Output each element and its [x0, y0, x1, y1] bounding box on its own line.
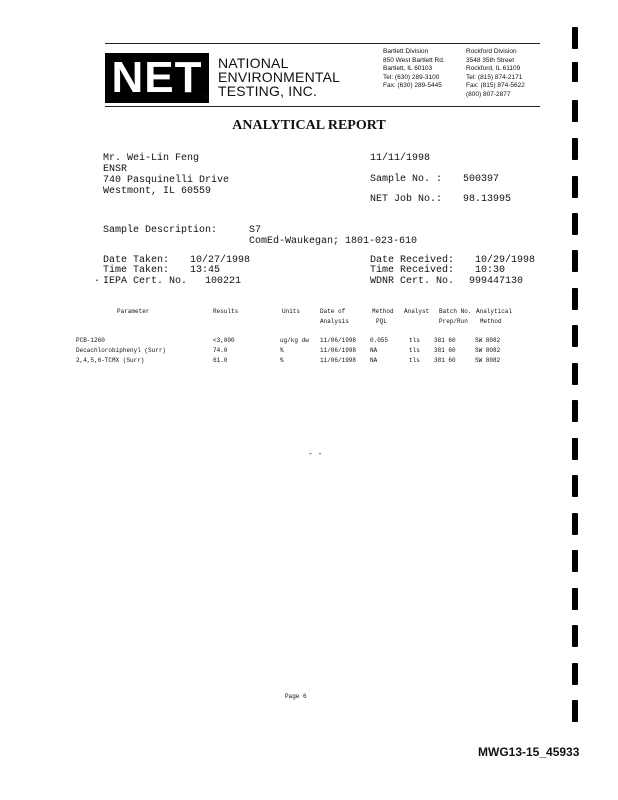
client-line: Westmont, IL 60559 — [103, 186, 212, 197]
cell-parameter: Decachlorobiphenyl (Surr) — [76, 347, 167, 354]
sample-no-label: Sample No. : — [370, 174, 443, 185]
sample-description — [249, 225, 417, 247]
sample-description-line: S7 — [249, 225, 262, 236]
client-line: 740 Pasquinelli Drive — [103, 175, 230, 186]
col-header-units: Units — [282, 308, 301, 315]
binder-hole — [572, 250, 578, 272]
binder-hole — [572, 100, 578, 122]
cell-result: 61.0 — [213, 357, 228, 364]
col-header-results: Results — [213, 308, 239, 315]
cell-pql: NA — [370, 347, 378, 354]
cell-parameter: 2,4,5,6-TCMX (Surr) — [76, 357, 145, 364]
cell-batch: 381 60 — [434, 337, 456, 344]
office-line: Tel: (815) 874-2171 — [466, 73, 523, 81]
office-line: Bartlett Division — [383, 48, 429, 55]
date-received-label: Date Received: — [370, 255, 455, 266]
cell-method: SW 8082 — [475, 347, 501, 354]
cell-pql: 0.055 — [370, 337, 389, 344]
office-line: Rockford Division — [466, 48, 517, 55]
binder-hole — [572, 288, 578, 310]
office-line: 3548 35th Street — [466, 56, 515, 64]
office-line: Fax: (815) 874-5622 — [466, 82, 525, 89]
col-header-batch: Batch No. — [439, 308, 472, 315]
col-header-date-2: Analysis — [320, 318, 349, 325]
cell-date: 11/06/1998 — [320, 337, 357, 344]
date-received-value: 10/29/1998 — [475, 255, 536, 266]
office-line: Bartlett, IL 60103 — [383, 65, 433, 72]
header-top-rule — [105, 43, 540, 44]
col-header-analytical: Analytical — [476, 308, 513, 315]
time-received-label: Time Received: — [370, 265, 455, 276]
binder-hole — [572, 513, 578, 535]
company-name-line: TESTING, INC. — [218, 83, 318, 99]
col-header-date: Date of — [320, 308, 346, 315]
cell-date: 11/06/1998 — [320, 347, 357, 354]
company-name-line: NATIONAL — [218, 55, 289, 71]
col-header-analyst: Analyst — [404, 308, 430, 315]
binder-hole — [572, 363, 578, 385]
client-line: Mr. Wei-Lin Feng — [103, 153, 200, 164]
binder-hole — [572, 438, 578, 460]
col-header-method-2: PQL — [376, 318, 387, 325]
cell-batch: 381 60 — [434, 347, 456, 354]
binder-hole — [572, 27, 578, 49]
office-line: Rockford, IL 61109 — [466, 65, 521, 72]
company-name-line: ENVIRONMENTAL — [218, 69, 341, 85]
wdnr-label: WDNR Cert. No. — [370, 276, 455, 287]
col-header-analytical-2: Method — [480, 318, 502, 325]
binder-hole — [572, 550, 578, 572]
net-logo: NET — [105, 53, 209, 103]
job-no-value: 98.13995 — [463, 194, 512, 205]
binder-hole — [572, 475, 578, 497]
header-bottom-rule — [105, 106, 540, 107]
client-line: ENSR — [103, 164, 128, 175]
cell-analyst: tls — [409, 357, 420, 364]
col-header-batch-2: Prep/Run — [439, 318, 468, 325]
binder-hole — [572, 325, 578, 347]
iepa-value: 100221 — [205, 276, 242, 287]
iepa-bullet: · — [94, 276, 101, 287]
page-number: Page 6 — [285, 693, 307, 700]
binder-hole — [572, 588, 578, 610]
office-line: (800) 807-2877 — [466, 90, 511, 98]
time-received-value: 10:30 — [475, 265, 506, 276]
cell-units: % — [280, 347, 284, 354]
report-date: 11/11/1998 — [370, 153, 431, 164]
report-title: ANALYTICAL REPORT — [232, 118, 386, 133]
cell-batch: 381 60 — [434, 357, 456, 364]
cell-result: <3,000 — [213, 337, 235, 344]
registered-mark: ® — [203, 92, 209, 101]
iepa-label: IEPA Cert. No. — [103, 276, 188, 287]
stray-mark: - - — [308, 450, 323, 459]
binder-hole — [572, 700, 578, 722]
bartlett-office — [383, 48, 445, 91]
date-taken-label: Date Taken: — [103, 255, 170, 266]
sample-description-line: ComEd-Waukegan; 1801-023-610 — [249, 236, 418, 247]
binder-hole — [572, 625, 578, 647]
office-line: Fax: (630) 289-5445 — [383, 82, 442, 89]
office-line: 850 West Bartlett Rd. — [383, 56, 445, 64]
rockford-office — [466, 48, 525, 99]
binder-hole — [572, 213, 578, 235]
job-no-label: NET Job No.: — [370, 194, 443, 205]
binder-hole — [572, 663, 578, 685]
cell-parameter: PCB-1260 — [76, 337, 105, 344]
document-id: MWG13-15_45933 — [478, 745, 580, 759]
col-header-method: Method — [372, 308, 394, 315]
cell-result: 74.0 — [213, 347, 228, 354]
company-name — [218, 56, 340, 98]
client-address — [103, 153, 229, 197]
cell-analyst: tls — [409, 337, 420, 344]
cell-method: SW 8082 — [475, 337, 501, 344]
time-taken-value: 13:45 — [190, 265, 221, 276]
binder-hole — [572, 176, 578, 198]
binder-hole — [572, 62, 578, 82]
col-header-parameter: Parameter — [117, 308, 150, 315]
sample-no-value: 500397 — [463, 174, 500, 185]
cell-units: % — [280, 357, 284, 364]
cell-analyst: tls — [409, 347, 420, 354]
cell-method: SW 8082 — [475, 357, 501, 364]
binder-hole — [572, 400, 578, 422]
time-taken-label: Time Taken: — [103, 265, 170, 276]
office-line: Tel: (630) 289-3100 — [383, 73, 440, 81]
wdnr-value: 999447130 — [469, 276, 524, 287]
date-taken-value: 10/27/1998 — [190, 255, 251, 266]
binder-hole — [572, 138, 578, 160]
cell-units: ug/kg dw — [280, 337, 309, 344]
cell-pql: NA — [370, 357, 378, 364]
sample-description-label: Sample Description: — [103, 225, 218, 236]
cell-date: 11/06/1998 — [320, 357, 357, 364]
